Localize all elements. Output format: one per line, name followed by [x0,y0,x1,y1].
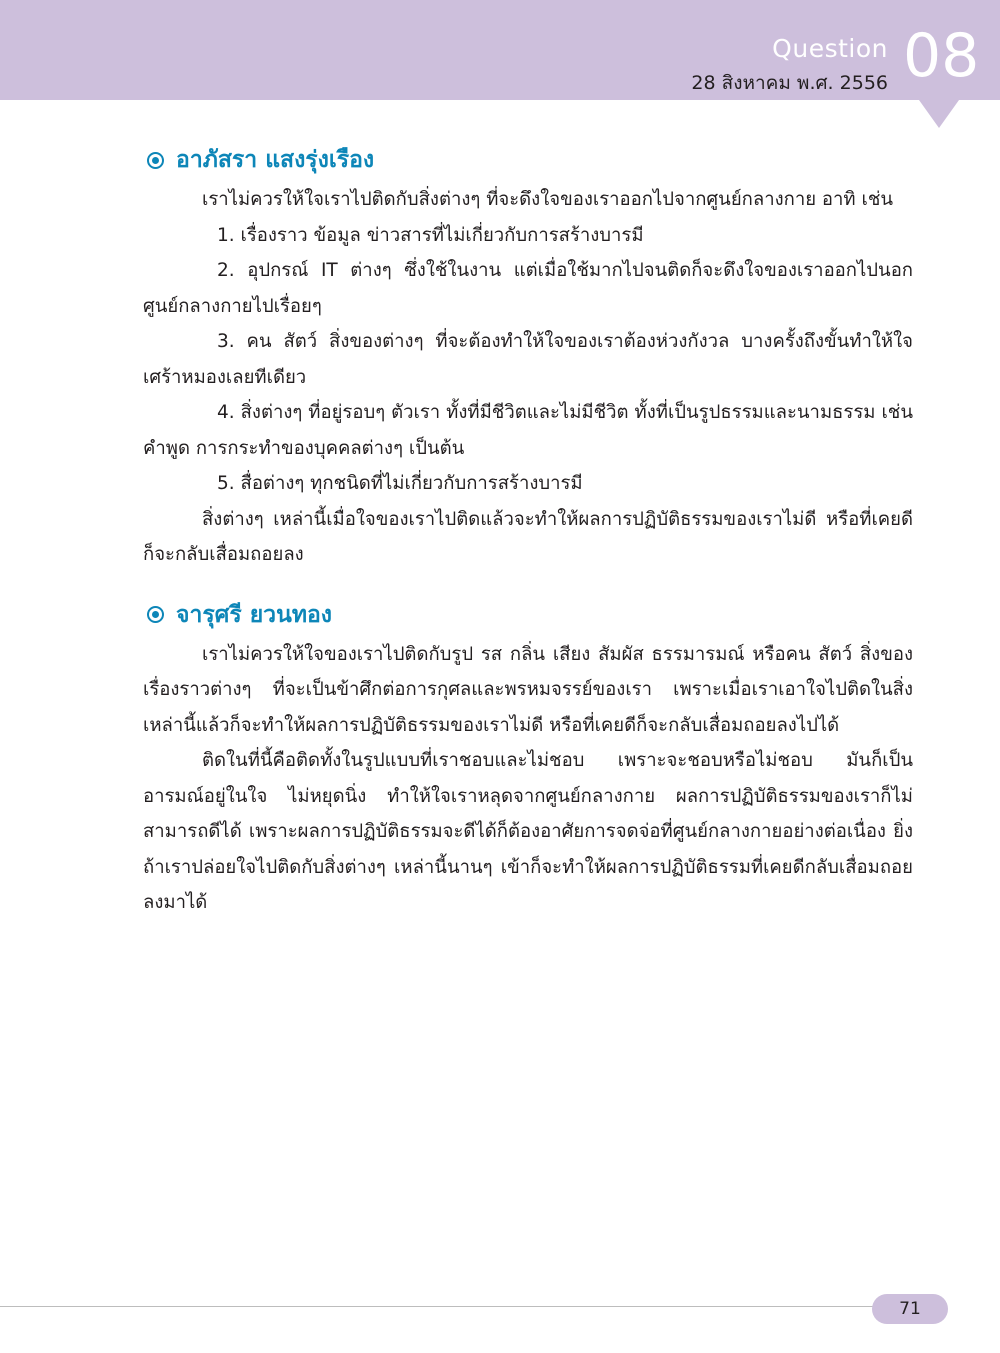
section-title [143,595,913,635]
bullseye-icon [147,152,164,169]
question-number: 08 [903,21,980,91]
main-content [143,140,913,943]
section-title [143,140,913,180]
list-item: 4. สิ่งต่างๆ ที่อยู่รอบๆ ตัวเรา ทั้งที่มีชีวิตและไม่มีชีวิต ทั้งที่เป็นรูปธรรมและนามธรรม เช่น คำพูด การกระทำของบุคคลต่างๆ เป็นต้น [143,402,913,459]
question-date: 28 สิงหาคม พ.ศ. 2556 [691,72,888,94]
page-number: 71 [899,1299,921,1319]
list-item: 2. อุปกรณ์ IT ต่างๆ ซึ่งใช้ในงาน แต่เมื่อใช้มากไปจนติดก็จะดึงใจของเราออกไปนอกศูนย์กลางกายไปเรื่อยๆ [143,260,913,317]
paragraph: เราไม่ควรให้ใจของเราไปติดกับรูป รส กลิ่น เสียง สัมผัส ธรรมารมณ์ หรือคน สัตว์ สิ่งของ เรื่องราวต่างๆ ที่จะเป็นข้าศึกต่อการกุศลและพรหมจรรย์ของเรา เพราะเมื่อเราเอาใจไปติดในสิ่งเหล่านี้แล้วก็จะทำให้ผลการปฏิบัติธรรมของเราไม่ดี หรือที่เคยดีก็จะกลับเสื่อมถอยลงไปได้ [143,643,913,736]
bullseye-icon [147,606,164,623]
header-pointer [919,100,959,128]
list-item: 1. เรื่องราว ข้อมูล ข่าวสารที่ไม่เกี่ยวกับการสร้างบารมี [217,224,644,246]
respondent-name: จารุศรี ยวนทอง [176,601,333,628]
list-item: 3. คน สัตว์ สิ่งของต่างๆ ที่จะต้องทำให้ใจของเราต้องห่วงกังวล บางครั้งถึงขั้นทำให้ใจเศร้าหมองเลยทีเดียว [143,331,913,388]
respondent-name: อาภัสรา แสงรุ่งเรือง [176,147,375,173]
footer-divider [0,1306,880,1307]
question-label: Question [772,34,888,63]
answer-section [143,595,913,921]
paragraph: เราไม่ควรให้ใจเราไปติดกับสิ่งต่างๆ ที่จะดึงใจของเราออกไปจากศูนย์กลางกาย อาทิ เช่น [202,189,894,210]
paragraph: สิ่งต่างๆ เหล่านี้เมื่อใจของเราไปติดแล้วจะทำให้ผลการปฏิบัติธรรมของเราไม่ดี หรือที่เคยดีก็จะกลับเสื่อมถอยลง [143,508,913,565]
answer-section [143,140,913,573]
list-item: 5. สื่อต่างๆ ทุกชนิดที่ไม่เกี่ยวกับการสร้างบารมี [217,473,583,494]
paragraph: ติดในที่นี้คือติดทั้งในรูปแบบที่เราชอบและไม่ชอบ เพราะจะชอบหรือไม่ชอบ มันก็เป็นอารมณ์อยู่ในใจ ไม่หยุดนิ่ง ทำให้ใจเราหลุดจากศูนย์กลางกาย ผลการปฏิบัติธรรมของเราก็ไม่สามารถดีได้ เพราะผลการปฏิบัติธรรมจะดีได้ก็ต้องอาศัยการจดจ่อที่ศูนย์กลางกายอย่างต่อเนื่อง ยิ่งถ้าเราปล่อยใจไปติดกับสิ่งต่างๆ เหล่านี้นานๆ เข้าก็จะทำให้ผลการปฏิบัติธรรมที่เคยดีกลับเสื่อมถอยลงมาได้ [143,750,913,913]
page-number-badge [872,1294,948,1324]
